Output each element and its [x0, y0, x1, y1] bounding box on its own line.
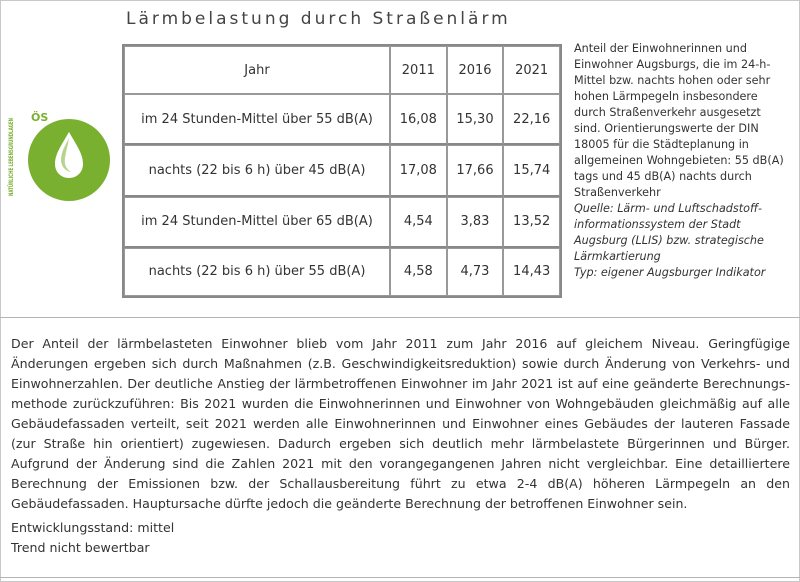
noise-table: [122, 44, 562, 298]
table-row: [124, 197, 560, 248]
table-row: [124, 94, 560, 145]
body-paragraph: Der Anteil der lärmbelasteten Einwohner blieb vom Jahr 2011 zum Jahr 2016 auf gleichem Niveau. Geringfügige Änderungen ergeben sich durch Maßnahmen (z.B. Geschwindigkeitsreduktion) sowie durch Änderung von Verkehrs- und Einwohnerzahlen. Der deutliche Anstieg der lärmbetroffenen Einwohner im Jahr 2021 ist auf eine geänderte Berechnungs-methode zurückzuführen: Bis 2021 wurden die Einwohnerinnen und Einwohner von Wohngebäuden gleichmäßig auf alle Gebäudefassaden verteilt, seit 2021 werden alle Einwohnerinnen und Einwohner eines Gebäudes der lauteren Fassade (zur Straße hin orientiert) zugewiesen. Dadurch ergeben sich deutlich mehr lärmbelastete Bürgerinnen und Bürger. Aufgrund der Änderung sind die Zahlen 2021 mit den vorangegangenen Jahren nicht vergleichbar. Eine detailliertere Berechnung der Emissionen bzw. der Schallausbereitung führt zu etwa 2-4 dB(A) höheren Lärmpegeln an den Gebäudefassaden. Hauptursache dürfte jedoch die geänderte Berechnung der betroffenen Einwohner sein.: [11, 336, 790, 511]
oes-logo-graphic: [3, 108, 115, 208]
oes-logo: [3, 108, 115, 208]
row-label: nachts (22 bis 6 h) über 45 dB(A): [124, 145, 390, 196]
logo-label: ÖS: [31, 111, 49, 124]
cell-2011: 17,08: [390, 145, 447, 196]
description-text: Anteil der Einwohnerinnen und Einwohner Augsburgs, die im 24-h-Mittel bzw. nachts hohen oder sehr hohen Lärmpegeln insbesondere durch Straßenverkehr ausgesetzt sind. Orientierungswerte der DIN 18005 für die Städteplanung in allgemeinen Wohngebieten: 55 dB(A) tags und 45 dB(A) nachts durch Straßenverkehr: [574, 42, 784, 199]
cell-2021: 22,16: [503, 94, 560, 145]
cell-2011: 4,54: [390, 197, 447, 248]
row-label: im 24 Stunden-Mittel über 55 dB(A): [124, 94, 390, 145]
trend-status: Trend nicht bewertbar: [11, 540, 150, 555]
divider-top: [0, 317, 800, 318]
cell-2011: 16,08: [390, 94, 447, 145]
cell-2016: 3,83: [447, 197, 504, 248]
header-year: Jahr: [124, 46, 390, 94]
status-block: [11, 518, 174, 558]
cell-2016: 4,73: [447, 248, 504, 296]
cell-2021: 14,43: [503, 248, 560, 296]
indicator-description: [574, 41, 788, 281]
divider-bottom: [0, 577, 800, 578]
table-row: [124, 248, 560, 296]
cell-2021: 15,74: [503, 145, 560, 196]
header-2011: 2011: [390, 46, 447, 94]
logo-arc-text: NATÜRLICHE LEBENSGRUNDLAGEN: [7, 108, 15, 196]
source-text: Quelle: Lärm- und Luftschadstoff-informationssystem der Stadt Augsburg (LLIS) bzw. strategische Lärmkartierung: [574, 202, 764, 263]
header-2016: 2016: [447, 46, 504, 94]
table-row: [124, 145, 560, 196]
header-2021: 2021: [503, 46, 560, 94]
cell-2016: 15,30: [447, 94, 504, 145]
indicator-type: Typ: eigener Augsburger Indikator: [574, 266, 766, 279]
row-label: im 24 Stunden-Mittel über 65 dB(A): [124, 197, 390, 248]
development-status: Entwicklungsstand: mittel: [11, 520, 175, 535]
page-title: Lärmbelastung durch Straßenlärm: [126, 9, 511, 29]
table-header-row: [124, 46, 560, 94]
cell-2021: 13,52: [503, 197, 560, 248]
row-label: nachts (22 bis 6 h) über 55 dB(A): [124, 248, 390, 296]
cell-2016: 17,66: [447, 145, 504, 196]
cell-2011: 4,58: [390, 248, 447, 296]
